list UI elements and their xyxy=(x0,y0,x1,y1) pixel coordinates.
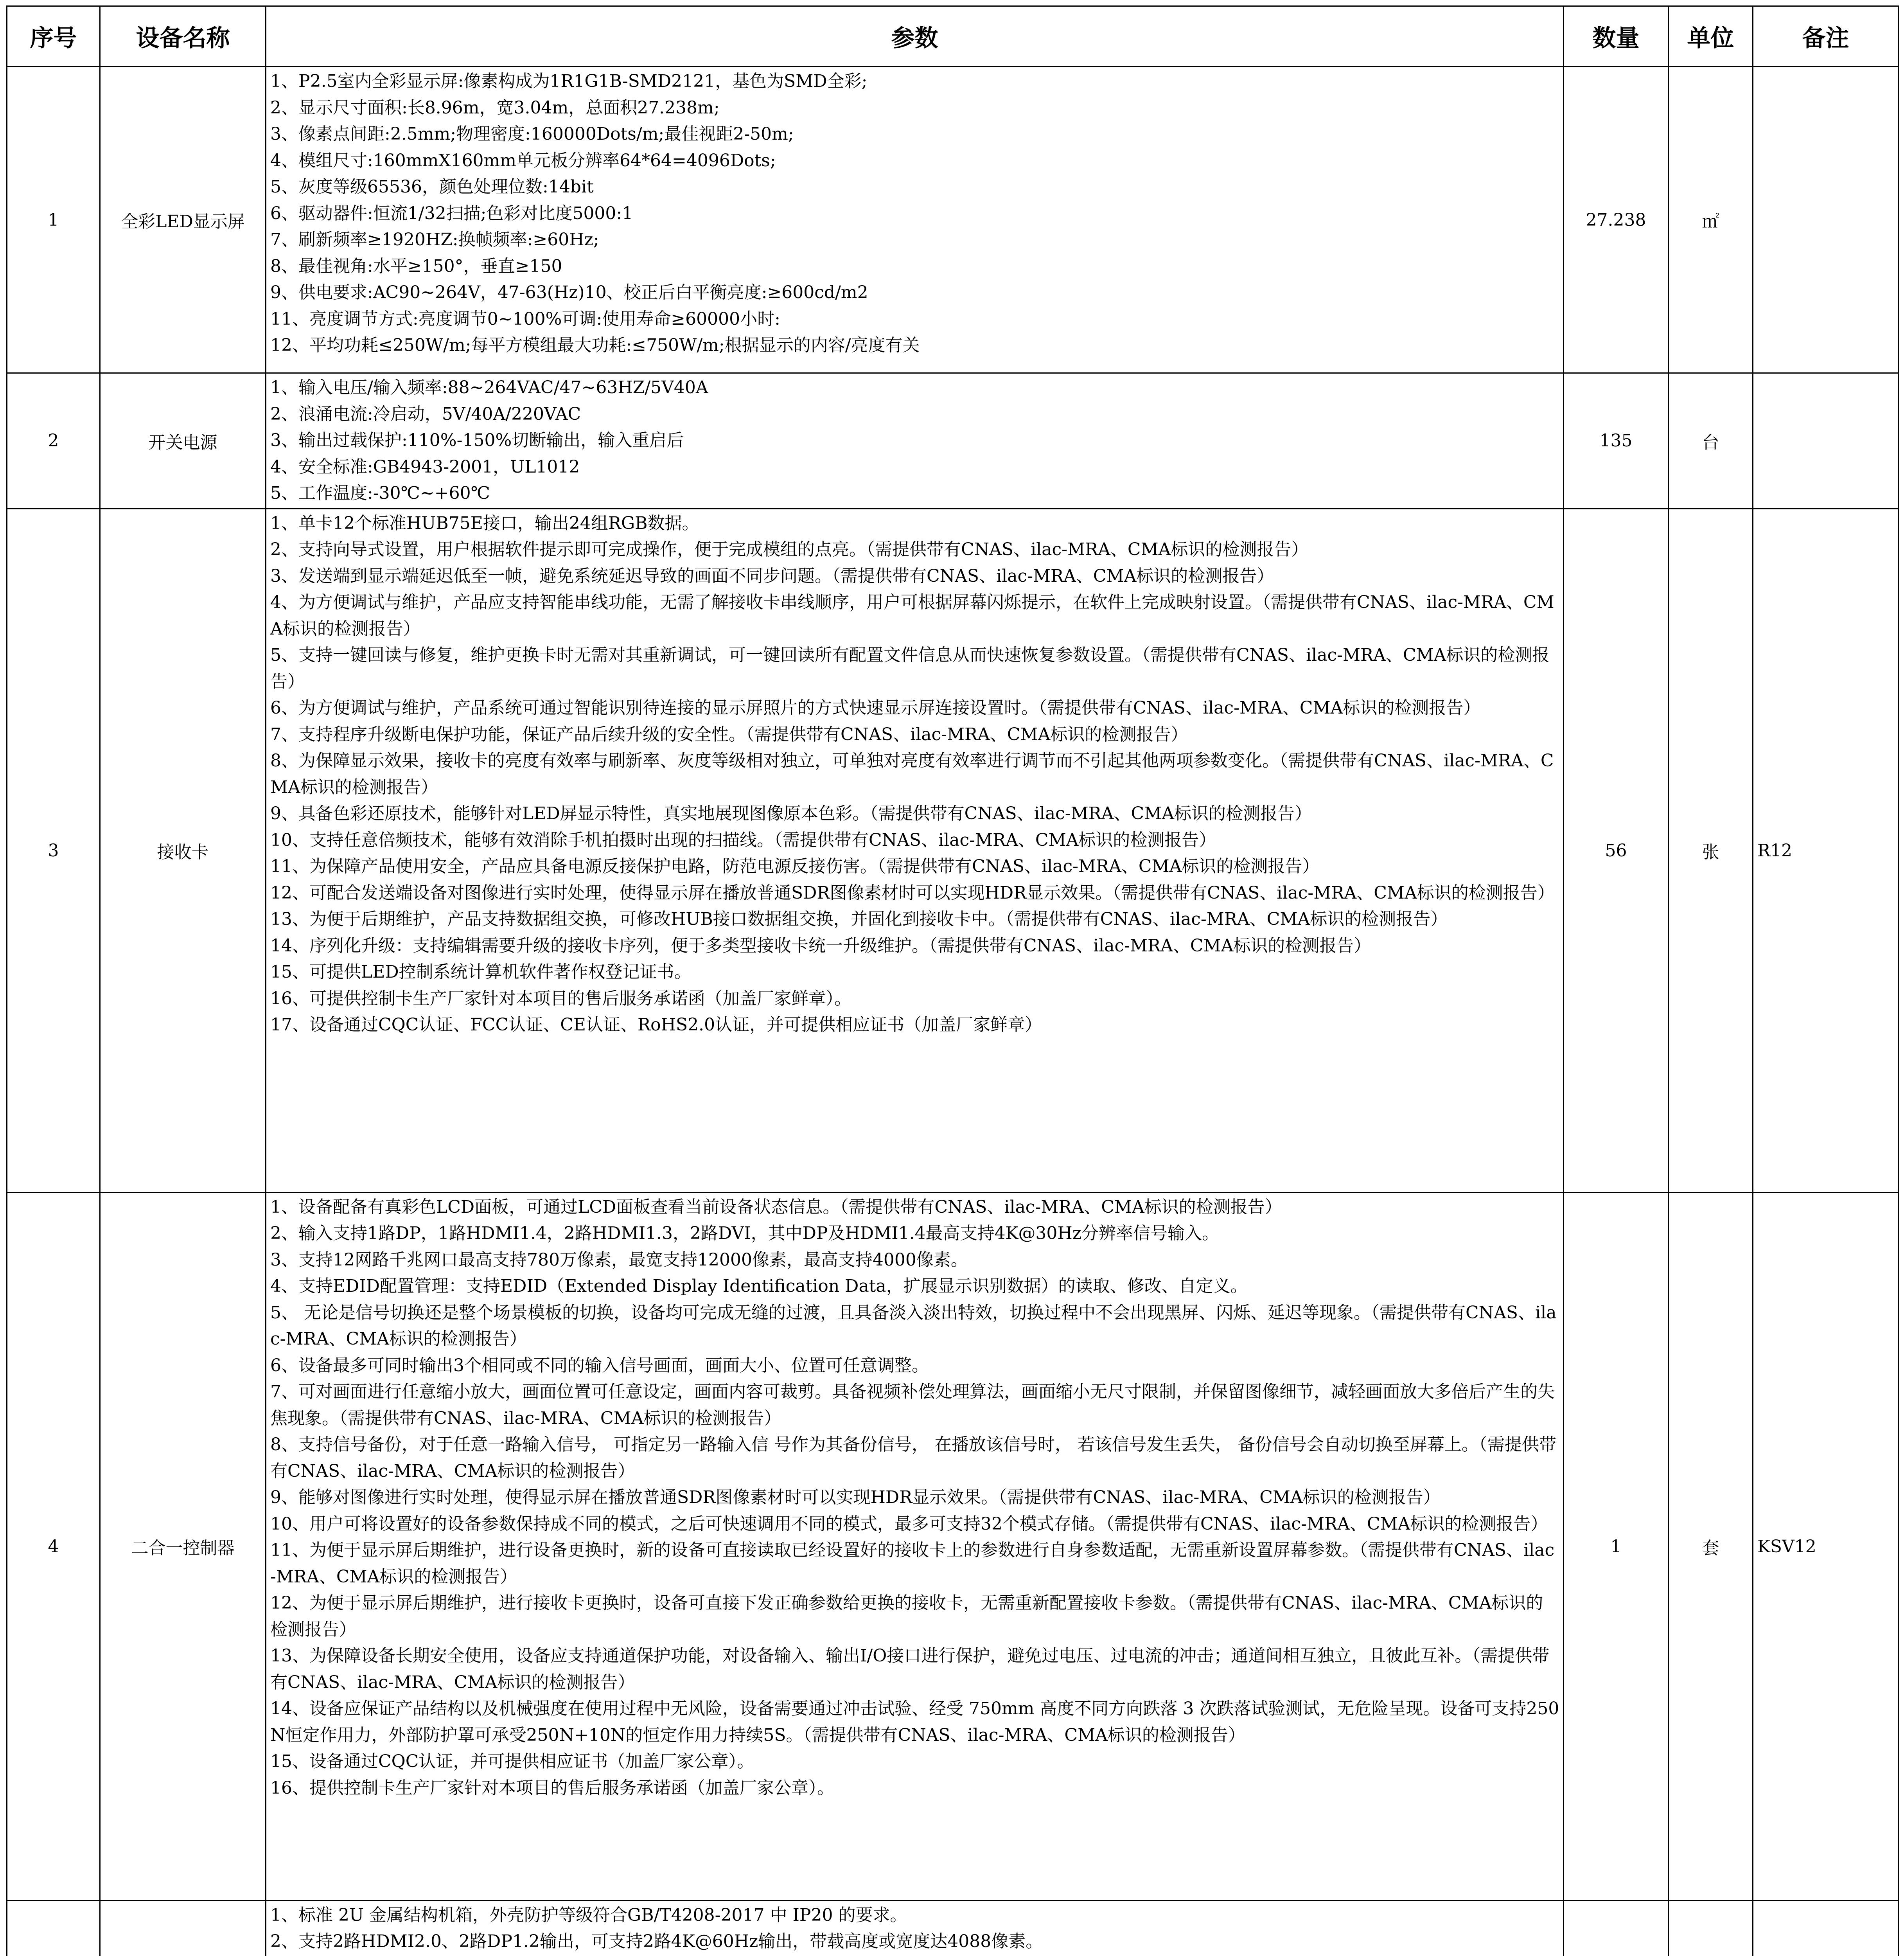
parameter-line: 4、模组尺寸:160mmX160mm单元板分辨率64*64=4096Dots; xyxy=(270,150,776,171)
device-name: 全彩LED显示屏 xyxy=(100,67,266,373)
parameter-line: 2、支持2路HDMI2.0、2路DP1.2输出，可支持2路4K@60Hz输出，带载高度或宽度达4088像素。 xyxy=(270,1931,1043,1951)
remark xyxy=(1753,373,1899,509)
table-row xyxy=(7,509,1899,1192)
header-unit: 单位 xyxy=(1669,6,1753,67)
header-name: 设备名称 xyxy=(100,6,266,67)
parameter-line: 6、为方便调试与维护，产品系统可通过智能识别待连接的显示屏照片的方式快速显示屏连接设置时。（需提供带有CNAS、ilac-MRA、CMA标识的检测报告） xyxy=(270,698,1481,718)
parameter-line: 12、平均功耗≤250W/m;每平方模组最大功耗:≤750W/m;根据显示的内容/亮度有关 xyxy=(270,335,920,355)
parameter-line: 7、刷新频率≥1920HZ:换帧频率:≥60Hz; xyxy=(270,230,599,250)
parameter-line: 4、支持EDID配置管理：支持EDID（Extended Display Identification Data，扩展显示识别数据）的读取、修改、自定义。 xyxy=(270,1276,1248,1296)
parameter-line: 3、支持12网路千兆网口最高支持780万像素，最宽支持12000像素，最高支持4000像素。 xyxy=(270,1249,968,1270)
parameter-line: 3、像素点间距:2.5mm;物理密度:160000Dots/m;最佳视距2-50m; xyxy=(270,124,794,144)
unit: 张 xyxy=(1669,509,1753,1192)
header-qty: 数量 xyxy=(1564,6,1669,67)
device-name: 二合一控制器 xyxy=(100,1192,266,1900)
parameter-line: 15、设备通过CQC认证，并可提供相应证书（加盖厂家公章）。 xyxy=(270,1751,754,1771)
header-note: 备注 xyxy=(1753,6,1899,67)
parameter-line: 4、为方便调试与维护，产品应支持智能串线功能，无需了解接收卡串线顺序，用户可根据屏幕闪烁提示，在软件上完成映射设置。（需提供带有CNAS、ilac-MRA、CMA标识的检测报告） xyxy=(270,592,1554,639)
parameter-line: 9、供电要求:AC90~264V，47-63(Hz)10、校正后白平衡亮度:≥600cd/m2 xyxy=(270,282,868,302)
parameter-line: 8、最佳视角:水平≥150°，垂直≥150 xyxy=(270,256,562,276)
parameter-line: 16、提供控制卡生产厂家针对本项目的售后服务承诺函（加盖厂家公章）。 xyxy=(270,1778,834,1798)
parameter-line: 11、为便于显示屏后期维护，进行设备更换时，新的设备可直接读取已经设置好的接收卡上的参数进行自身参数适配，无需重新设置屏幕参数。（需提供带有CNAS、ilac-MRA、CMA标识的检测报告） xyxy=(270,1540,1555,1587)
parameter-line: 4、安全标准:GB4943-2001，UL1012 xyxy=(270,457,580,477)
header-params: 参数 xyxy=(266,6,1564,67)
quantity: 56 xyxy=(1564,509,1669,1192)
parameter-line: 1、设备配备有真彩色LCD面板，可通过LCD面板查看当前设备状态信息。（需提供带有CNAS、ilac-MRA、CMA标识的检测报告） xyxy=(270,1197,1282,1217)
parameter-cell xyxy=(266,509,1564,1192)
device-name: 接收卡 xyxy=(100,509,266,1192)
device-name xyxy=(100,1900,266,1956)
parameter-line: 10、用户可将设置好的设备参数保持成不同的模式，之后可快速调用不同的模式，最多可支持32个模式存储。（需提供带有CNAS、ilac-MRA、CMA标识的检测报告） xyxy=(270,1514,1548,1534)
parameter-line: 16、可提供控制卡生产厂家针对本项目的售后服务承诺函（加盖厂家鲜章）。 xyxy=(270,988,851,1009)
parameter-line: 1、输入电压/输入频率:88~264VAC/47~63HZ/5V40A xyxy=(270,378,708,397)
parameter-line: 2、浪涌电流:冷启动，5V/40A/220VAC xyxy=(270,404,581,424)
remark: KSV12 xyxy=(1753,1192,1899,1900)
header-no: 序号 xyxy=(7,6,100,67)
parameter-cell xyxy=(266,1192,1564,1900)
parameter-line: 12、为便于显示屏后期维护，进行接收卡更换时，设备可直接下发正确参数给更换的接收卡，无需重新配置接收卡参数。（需提供带有CNAS、ilac-MRA、CMA标识的检测报告） xyxy=(270,1593,1543,1640)
row-number: 1 xyxy=(7,67,100,373)
table-row xyxy=(7,373,1899,509)
remark xyxy=(1753,67,1899,373)
quantity: 135 xyxy=(1564,373,1669,509)
parameter-line: 14、序列化升级：支持编辑需要升级的接收卡序列，便于多类型接收卡统一升级维护。（需提供带有CNAS、ilac-MRA、CMA标识的检测报告） xyxy=(270,935,1371,956)
parameter-line: 12、可配合发送端设备对图像进行实时处理，使得显示屏在播放普通SDR图像素材时可以实现HDR显示效果。（需提供带有CNAS、ilac-MRA、CMA标识的检测报告） xyxy=(270,883,1555,903)
parameter-line: 1、P2.5室内全彩显示屏:像素构成为1R1G1B-SMD2121，基色为SMD全彩; xyxy=(270,71,868,91)
unit: 台 xyxy=(1669,373,1753,509)
parameter-line: 2、输入支持1路DP，1路HDMI1.4，2路HDMI1.3，2路DVI，其中DP及HDMI1.4最高支持4K@30Hz分辨率信号输入。 xyxy=(270,1223,1219,1243)
parameter-cell xyxy=(266,1900,1564,1956)
parameter-line: 8、支持信号备份，对于任意一路输入信号， 可指定另一路输入信 号作为其备份信号， 在播放该信号时， 若该信号发生丢失， 备份信号会自动切换至屏幕上。（需提供带有CNAS、ilac-MRA、CMA标识的检测报告） xyxy=(270,1435,1556,1481)
row-number: 3 xyxy=(7,509,100,1192)
equipment-table xyxy=(6,5,1899,1956)
device-name: 开关电源 xyxy=(100,373,266,509)
table-row xyxy=(7,1900,1899,1956)
parameter-line: 3、发送端到显示端延迟低至一帧，避免系统延迟导致的画面不同步问题。（需提供带有CNAS、ilac-MRA、CMA标识的检测报告） xyxy=(270,566,1274,586)
parameter-line: 1、单卡12个标准HUB75E接口，输出24组RGB数据。 xyxy=(270,513,699,533)
unit xyxy=(1669,1900,1753,1956)
parameter-line: 3、输出过载保护:110%-150%切断输出，输入重启后 xyxy=(270,430,684,450)
parameter-line: 2、显示尺寸面积:长8.96m，宽3.04m，总面积27.238m; xyxy=(270,97,720,118)
parameter-line: 5、工作温度:-30℃~+60℃ xyxy=(270,483,490,503)
parameter-line: 13、为保障设备长期安全使用，设备应支持通道保护功能，对设备输入、输出I/O接口进行保护，避免过电压、过电流的冲击；通道间相互独立，且彼此互补。（需提供带有CNAS、ilac-MRA、CMA标识的检测报告） xyxy=(270,1646,1550,1692)
parameter-cell xyxy=(266,67,1564,373)
unit: 套 xyxy=(1669,1192,1753,1900)
parameter-line: 5、支持一键回读与修复，维护更换卡时无需对其重新调试，可一键回读所有配置文件信息从而快速恢复参数设置。（需提供带有CNAS、ilac-MRA、CMA标识的检测报告） xyxy=(270,645,1550,692)
parameter-line: 14、设备应保证产品结构以及机械强度在使用过程中无风险，设备需要通过冲击试验、经受 750mm 高度不同方向跌落 3 次跌落试验测试，无危险呈现。设备可支持250N恒定作用力，外部防护罩可承受250N+10N的恒定作用力持续5S。（需提供带有CNAS、ilac-MRA、CMA标识的检测报告） xyxy=(270,1699,1559,1745)
parameter-line: 10、支持任意倍频技术，能够有效消除手机拍摄时出现的扫描线。（需提供带有CNAS、ilac-MRA、CMA标识的检测报告） xyxy=(270,830,1216,850)
parameter-line: 6、驱动器件:恒流1/32扫描;色彩对比度5000:1 xyxy=(270,203,633,223)
parameter-line: 6、设备最多可同时输出3个相同或不同的输入信号画面，画面大小、位置可任意调整。 xyxy=(270,1355,929,1375)
parameter-line: 2、支持向导式设置，用户根据软件提示即可完成操作，便于完成模组的点亮。（需提供带有CNAS、ilac-MRA、CMA标识的检测报告） xyxy=(270,539,1309,559)
parameter-line: 1、标准 2U 金属结构机箱，外壳防护等级符合GB/T4208-2017 中 IP20 的要求。 xyxy=(270,1905,907,1925)
parameter-cell xyxy=(266,373,1564,509)
row-number: 2 xyxy=(7,373,100,509)
parameter-line: 5、 无论是信号切换还是整个场景模板的切换，设备均可完成无缝的过渡，且具备淡入淡出特效，切换过程中不会出现黑屏、闪烁、延迟等现象。（需提供带有CNAS、ilac-MRA、CMA标识的检测报告） xyxy=(270,1302,1557,1349)
parameter-line: 15、可提供LED控制系统计算机软件著作权登记证书。 xyxy=(270,962,692,982)
unit: ㎡ xyxy=(1669,67,1753,373)
parameter-line: 13、为便于后期维护，产品支持数据组交换，可修改HUB接口数据组交换，并固化到接收卡中。（需提供带有CNAS、ilac-MRA、CMA标识的检测报告） xyxy=(270,909,1448,929)
parameter-line: 9、能够对图像进行实时处理，使得显示屏在播放普通SDR图像素材时可以实现HDR显示效果。（需提供带有CNAS、ilac-MRA、CMA标识的检测报告） xyxy=(270,1487,1441,1507)
parameter-line: 9、具备色彩还原技术，能够针对LED屏显示特性，真实地展现图像原本色彩。（需提供带有CNAS、ilac-MRA、CMA标识的检测报告） xyxy=(270,804,1312,823)
header-row xyxy=(7,6,1899,67)
table-row xyxy=(7,67,1899,373)
row-number: 4 xyxy=(7,1192,100,1900)
parameter-line: 7、支持程序升级断电保护功能，保证产品后续升级的安全性。（需提供带有CNAS、ilac-MRA、CMA标识的检测报告） xyxy=(270,724,1188,744)
row-number xyxy=(7,1900,100,1956)
parameter-line: 11、为保障产品使用安全，产品应具备电源反接保护电路，防范电源反接伤害。（需提供带有CNAS、ilac-MRA、CMA标识的检测报告） xyxy=(270,856,1320,876)
parameter-line: 5、灰度等级65536，颜色处理位数:14bit xyxy=(270,177,594,197)
quantity: 27.238 xyxy=(1564,67,1669,373)
parameter-line: 17、设备通过CQC认证、FCC认证、CE认证、RoHS2.0认证，并可提供相应证书（加盖厂家鲜章） xyxy=(270,1015,1042,1035)
parameter-line: 8、为保障显示效果，接收卡的亮度有效率与刷新率、灰度等级相对独立，可单独对亮度有效率进行调节而不引起其他两项参数变化。（需提供带有CNAS、ilac-MRA、CMA标识的检测报告） xyxy=(270,751,1554,797)
quantity: 1 xyxy=(1564,1192,1669,1900)
table-row xyxy=(7,1192,1899,1900)
quantity xyxy=(1564,1900,1669,1956)
parameter-line: 7、可对画面进行任意缩小放大，画面位置可任意设定，画面内容可裁剪。具备视频补偿处理算法，画面缩小无尺寸限制，并保留图像细节，减轻画面放大多倍后产生的失焦现象。（需提供带有CNAS、ilac-MRA、CMA标识的检测报告） xyxy=(270,1382,1555,1428)
parameter-line: 11、亮度调节方式:亮度调节0~100%可调:使用寿命≥60000小时: xyxy=(270,309,780,329)
parameter-line xyxy=(270,1955,1560,1956)
remark xyxy=(1753,1900,1899,1956)
remark: R12 xyxy=(1753,509,1899,1192)
